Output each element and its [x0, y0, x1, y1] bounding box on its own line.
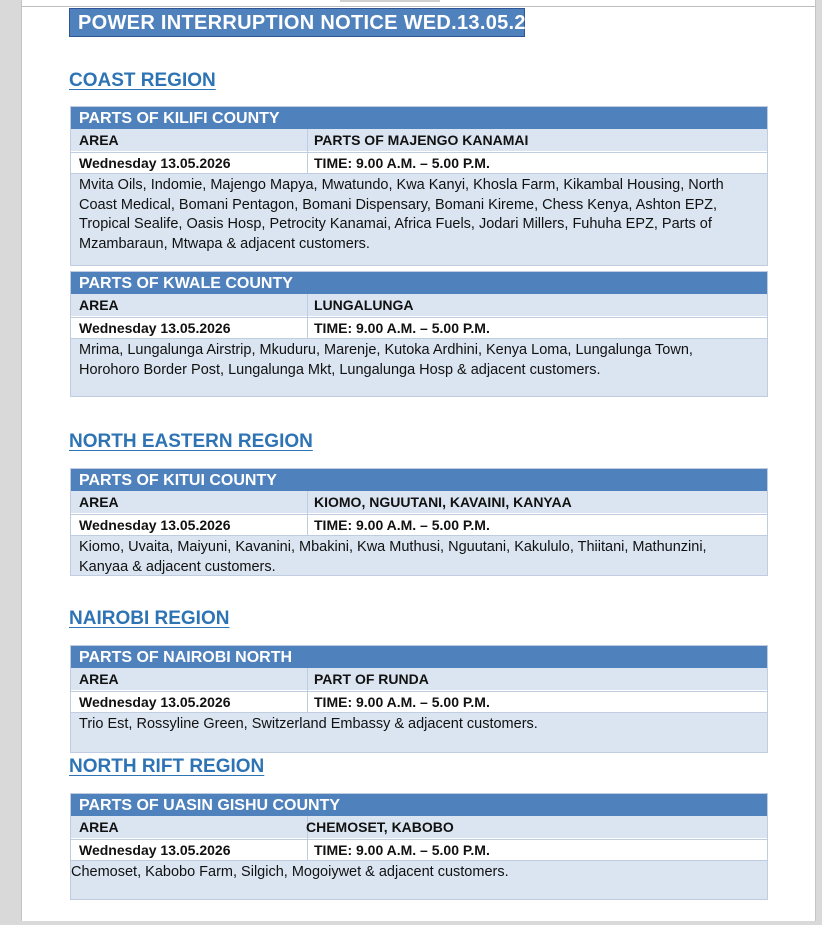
- area-label: AREA: [79, 671, 119, 687]
- outage-time: TIME: 9.00 A.M. – 5.00 P.M.: [314, 320, 490, 336]
- outage-date: Wednesday 13.05.2026: [79, 517, 231, 533]
- area-label: AREA: [79, 297, 119, 313]
- region-heading-coast: COAST REGION: [69, 70, 216, 91]
- column-divider: [307, 668, 308, 713]
- region-heading-nairobi: NAIROBI REGION: [69, 608, 230, 629]
- page-gutter-left: [0, 0, 22, 925]
- county-header: PARTS OF KWALE COUNTY: [71, 272, 767, 294]
- county-header: PARTS OF NAIROBI NORTH: [71, 646, 767, 668]
- outage-time: TIME: 9.00 A.M. – 5.00 P.M.: [314, 155, 490, 171]
- page-gutter-bottom: [0, 921, 822, 925]
- county-header: PARTS OF UASIN GISHU COUNTY: [71, 794, 767, 816]
- affected-areas-text: Mrima, Lungalunga Airstrip, Mkuduru, Marenje, Kutoka Ardhini, Kenya Loma, Lungalunga Town, Horohoro Border Post, Lungalunga Mkt, Lungalunga Hosp & adjacent customers.: [79, 342, 693, 378]
- page-edge-left: [21, 0, 22, 925]
- outage-date: Wednesday 13.05.2026: [79, 155, 231, 171]
- affected-areas-block: [71, 536, 767, 575]
- affected-areas-text: Kiomo, Uvaita, Maiyuni, Kavanini, Mbakini, Kwa Muthusi, Nguutani, Kakululo, Thiitani, Mathunzini, Kanyaa & adjacent customers.: [79, 539, 707, 575]
- column-divider: [307, 491, 308, 536]
- outage-table-kilifi: [70, 106, 768, 266]
- column-divider: [307, 129, 308, 174]
- outage-date: Wednesday 13.05.2026: [79, 694, 231, 710]
- affected-areas-block: [71, 174, 767, 265]
- outage-time: TIME: 9.00 A.M. – 5.00 P.M.: [314, 842, 490, 858]
- region-heading-north-rift: NORTH RIFT REGION: [69, 756, 265, 777]
- page-edge-right: [815, 0, 816, 925]
- outage-date: Wednesday 13.05.2026: [79, 320, 231, 336]
- outage-time: TIME: 9.00 A.M. – 5.00 P.M.: [314, 694, 490, 710]
- outage-table-uasin-gishu: [70, 793, 768, 900]
- area-name: PARTS OF MAJENGO KANAMAI: [314, 132, 529, 148]
- affected-areas-block: [71, 861, 767, 899]
- area-name: CHEMOSET, KABOBO: [306, 819, 454, 835]
- area-name: PART OF RUNDA: [314, 671, 429, 687]
- outage-table-nairobi-north: [70, 645, 768, 753]
- area-label: AREA: [79, 132, 119, 148]
- region-heading-north-eastern: NORTH EASTERN REGION: [69, 431, 313, 452]
- area-label: AREA: [79, 494, 119, 510]
- outage-table-kitui: [70, 468, 768, 576]
- column-divider: [307, 294, 308, 339]
- outage-date: Wednesday 13.05.2026: [79, 842, 231, 858]
- affected-areas-text: Trio Est, Rossyline Green, Switzerland Embassy & adjacent customers.: [79, 716, 538, 732]
- county-header: PARTS OF KITUI COUNTY: [71, 469, 767, 491]
- page-top-tab: [340, 0, 440, 2]
- page-gutter-right: [816, 0, 822, 925]
- outage-time: TIME: 9.00 A.M. – 5.00 P.M.: [314, 517, 490, 533]
- affected-areas-text: Mvita Oils, Indomie, Majengo Mapya, Mwatundo, Kwa Kanyi, Khosla Farm, Kikambal Housing, North Coast Medical, Bomani Pentagon, Bomani Dispensary, Bomani Kireme, Chess Kenya, Ashton EPZ, Tropical Sealife, Oasis Hosp, Petrocity Kanamai, Africa Fuels, Jodari Millers, Fuhuha EPZ, Parts of Mzambaraun, Mtwapa & adjacent customers.: [79, 177, 724, 252]
- area-row: [71, 294, 767, 317]
- affected-areas-block: [71, 339, 767, 396]
- area-name: LUNGALUNGA: [314, 297, 414, 313]
- affected-areas-text: Chemoset, Kabobo Farm, Silgich, Mogoiywet & adjacent customers.: [71, 864, 509, 880]
- county-header: PARTS OF KILIFI COUNTY: [71, 107, 767, 129]
- outage-table-kwale: [70, 271, 768, 397]
- page-edge-top: [22, 6, 815, 7]
- affected-areas-block: [71, 713, 767, 752]
- area-name: KIOMO, NGUUTANI, KAVAINI, KANYAA: [314, 494, 572, 510]
- notice-title: POWER INTERRUPTION NOTICE WED.13.05.2026: [69, 8, 525, 37]
- area-label: AREA: [79, 819, 119, 835]
